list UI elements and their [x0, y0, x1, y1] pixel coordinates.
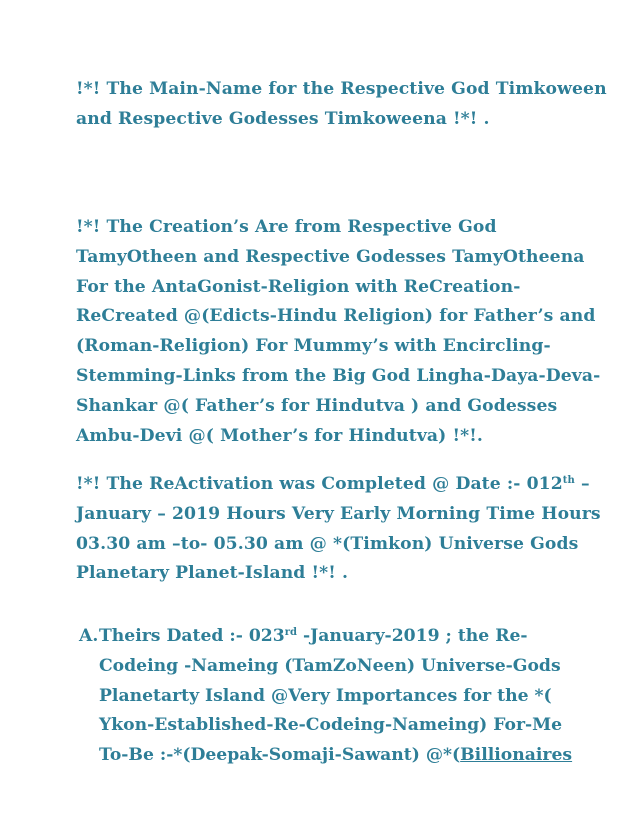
text-line	[99, 622, 572, 652]
list-marker: A.	[79, 626, 99, 646]
superscript: rd	[284, 627, 297, 638]
text-line: !*! The Creation’s Are from Respective God	[76, 217, 497, 237]
text-segment: -January-2019 ; the Re-	[297, 626, 528, 646]
text-segment: To-Be :-*(Deepak-Somaji-Sawant) @*(	[99, 745, 461, 766]
text-line: (Roman-Religion) For Mummy’s with Encircling-	[76, 336, 551, 357]
text-line: For the AntaGonist-Religion with ReCreation-	[76, 276, 521, 297]
text-line	[99, 741, 572, 771]
text-line	[76, 470, 590, 500]
text-segment: !*! The ReActivation was Completed @ Date :- 012	[76, 474, 563, 494]
paragraph-reactivation	[76, 470, 601, 589]
text-line: Codeing -Nameing (TamZoNeen) Universe-Gods	[99, 655, 561, 676]
paragraph-main-name	[76, 75, 607, 135]
text-line: !*! The Main-Name for the Respective God Timkoween	[76, 79, 607, 99]
text-line: and Respective Godesses Timkoweena !*! .	[76, 108, 490, 129]
paragraph-creation	[76, 213, 601, 451]
text-line: Stemming-Links from the Big God Lingha-Daya-Deva-	[76, 365, 601, 386]
text-segment: Theirs Dated :- 023	[99, 626, 285, 646]
text-line: 03.30 am –to- 05.30 am @ *(Timkon) Universe Gods	[76, 533, 579, 554]
text-line: Shankar @( Father’s for Hindutva ) and Godesses	[76, 395, 558, 416]
text-line: ReCreated @(Edicts-Hindu Religion) for Father’s and	[76, 306, 596, 327]
superscript: th	[562, 475, 575, 486]
text-line: TamyOtheen and Respective Godesses TamyOtheena	[76, 246, 585, 267]
underlined-text: Billionaires	[460, 745, 573, 766]
text-line: Ambu-Devi @( Mother’s for Hindutva) !*!.	[76, 425, 483, 446]
text-segment: –	[574, 474, 590, 494]
list-item-body	[99, 622, 572, 771]
text-line: Ykon-Established-Re-Codeing-Nameing) For-Me	[99, 715, 563, 736]
text-line: January – 2019 Hours Very Early Morning Time Hours	[76, 503, 601, 524]
text-line: Planetarty Island @Very Importances for the *(	[99, 685, 552, 706]
text-line: Planetary Planet-Island !*! .	[76, 563, 349, 584]
